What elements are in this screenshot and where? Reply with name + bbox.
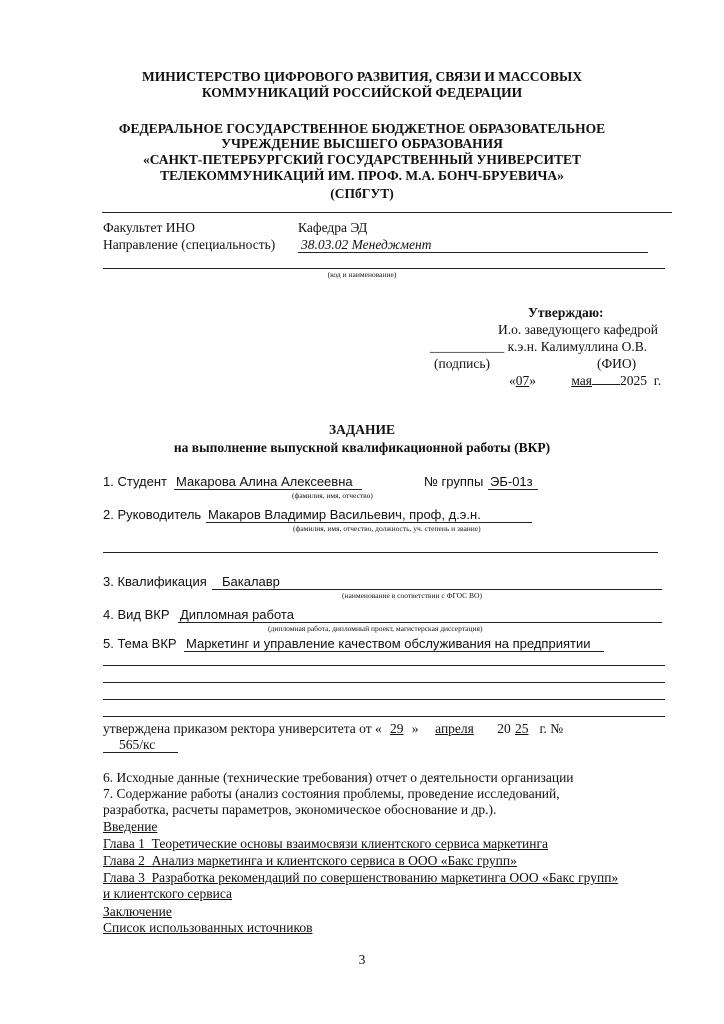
outline-chapter3 [103, 870, 618, 886]
approval-position: И.о. заведующего кафедрой [498, 322, 658, 337]
direction-field [298, 237, 648, 253]
supervisor-field [206, 507, 532, 523]
chapter1-number: Глава 1 [103, 836, 145, 851]
chapter2-title: Анализ маркетинга и клиентского сервиса в ООО «Бакс групп» [151, 853, 517, 868]
order-number-field [103, 737, 178, 753]
order-day: 29 [390, 721, 404, 736]
qualification-label: 3. Квалификация [103, 574, 207, 589]
approval-date [509, 373, 661, 389]
student-value: Макарова Алина Алексеевна [176, 474, 353, 489]
outline-references: Список использованных источников [103, 920, 313, 935]
student-caption: (фамилия, имя, отчество) [292, 491, 373, 500]
group-label: № группы [424, 474, 484, 489]
task-subtitle: на выполнение выпускной квалификационной работы (ВКР) [173, 440, 551, 455]
outline-conclusion: Заключение [103, 904, 172, 919]
name-caption: (ФИО) [597, 356, 637, 371]
qualification-value: Бакалавр [222, 574, 280, 589]
order-text-b: » [411, 721, 419, 736]
direction-value: 38.03.02 Менеджмент [301, 237, 432, 252]
header-divider [102, 212, 672, 213]
ministry-title-line1: МИНИСТЕРСТВО ЦИФРОВОГО РАЗВИТИЯ, СВЯЗИ И МАССОВЫХ [141, 69, 583, 84]
work-type-field [178, 607, 662, 623]
outline-chapter3-cont: и клиентского сервиса [103, 886, 232, 901]
approval-signature-line: ___________ к.э.н. Калимуллина О.В. [430, 339, 648, 354]
student-field [174, 474, 362, 490]
chapter2-number: Глава 2 [103, 853, 145, 868]
group-field [488, 474, 538, 490]
code-caption: (код и наименование) [327, 270, 397, 279]
content-line2: разработка, расчеты параметров, экономическое обоснование и др.). [103, 802, 497, 817]
institution-line4: ТЕЛЕКОММУНИКАЦИЙ ИМ. ПРОФ. М.А. БОНЧ-БРУЕВИЧА» [160, 168, 564, 183]
supervisor-value: Макаров Владимир Васильевич, проф, д.э.н. [208, 507, 481, 522]
date-year: 2025 [620, 373, 647, 388]
topic-label: 5. Тема ВКР [103, 636, 177, 651]
page-number: 3 [358, 952, 366, 967]
order-year-suffix: г. № [539, 721, 564, 736]
qualification-field [212, 574, 662, 590]
date-month-underline [592, 373, 620, 385]
source-data-line: 6. Исходные данные (технические требования) отчет о деятельности организации [103, 770, 574, 785]
order-year-prefix: 20 [497, 721, 511, 736]
topic-line4 [103, 699, 665, 700]
supervisor-line2 [103, 552, 658, 553]
approval-title: Утверждаю: [528, 305, 604, 320]
date-day-open: « [509, 373, 516, 388]
faculty-label: Факультет ИНО [103, 220, 195, 235]
order-number: 565/кс [119, 737, 156, 752]
chapter3-title: Разработка рекомендаций по совершенствованию маркетинга ООО «Бакс групп» [151, 870, 619, 885]
student-label: 1. Студент [103, 474, 167, 489]
topic-line5 [103, 716, 665, 717]
outline-intro: Введение [103, 819, 158, 834]
institution-line1: ФЕДЕРАЛЬНОЕ ГОСУДАРСТВЕННОЕ БЮДЖЕТНОЕ ОБРАЗОВАТЕЛЬНОЕ [118, 121, 606, 136]
order-month: апреля [435, 721, 474, 736]
date-month: мая [571, 373, 592, 388]
direction-label: Направление (специальность) [103, 237, 276, 252]
work-type-value: Дипломная работа [180, 607, 294, 622]
order-year: 25 [515, 721, 529, 736]
direction-line2 [103, 268, 665, 269]
institution-line2: УЧРЕЖДЕНИЕ ВЫСШЕГО ОБРАЗОВАНИЯ [221, 136, 503, 151]
outline-chapter1 [103, 836, 548, 852]
content-line1: 7. Содержание работы (анализ состояния проблемы, проведение исследований, [103, 786, 560, 801]
task-title: ЗАДАНИЕ [329, 422, 395, 437]
ministry-title-line2: КОММУНИКАЦИЙ РОССИЙСКОЙ ФЕДЕРАЦИИ [201, 85, 523, 100]
topic-line3 [103, 682, 665, 683]
group-value: ЭБ-01з [490, 474, 533, 489]
order-line [103, 721, 563, 737]
chapter1-title: Теоретические основы взаимосвязи клиентского сервиса маркетинга [151, 836, 548, 851]
chapter3-number: Глава 3 [103, 870, 145, 885]
supervisor-label: 2. Руководитель [103, 507, 202, 522]
supervisor-caption: (фамилия, имя, отчество, должность, уч. степень и звание) [293, 524, 481, 533]
topic-field [184, 636, 604, 652]
institution-abbrev: (СПбГУТ) [330, 186, 394, 201]
date-day-close: » [529, 373, 536, 388]
date-day: 07 [515, 373, 530, 388]
outline-chapter2 [103, 853, 517, 869]
department-label: Кафедра ЭД [298, 220, 368, 235]
date-year-suffix: г. [653, 373, 662, 388]
work-type-label: 4. Вид ВКР [103, 607, 170, 622]
work-type-caption: (дипломная работа, дипломный проект, магистерская диссертация) [268, 624, 483, 633]
order-text-a: утверждена приказом ректора университета от « [103, 721, 382, 736]
signature-caption: (подпись) [434, 356, 491, 371]
topic-value: Маркетинг и управление качеством обслуживания на предприятии [186, 636, 591, 651]
qualification-caption: (наименование в соответствии с ФГОС ВО) [342, 591, 482, 600]
topic-line2 [103, 665, 665, 666]
institution-line3: «САНКТ-ПЕТЕРБУРГСКИЙ ГОСУДАРСТВЕННЫЙ УНИВЕРСИТЕТ [142, 152, 582, 167]
